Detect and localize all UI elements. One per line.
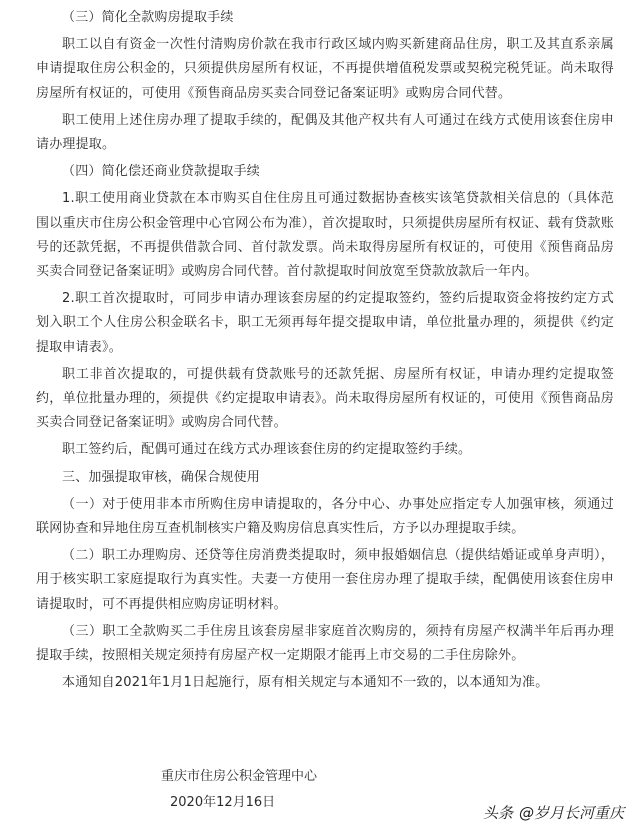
paragraph: （一）对于使用非本市所购住房申请提取的，各分中心、办事处应指定专人加强审核，须通过联网协查和异地住房互查机制核实户籍及购房信息真实性后，方予以办理提取手续。: [36, 496, 614, 537]
signature-date: 2020年12月16日: [170, 795, 276, 810]
paragraph: 1.职工使用商业贷款在本市购买自住住房且可通过数据协查核实该笔贷款相关信息的（具体范围以重庆市住房公积金管理中心官网公布为准），首次提取时，只须提供房屋所有权证、载有贷款账号的还款凭据，不再提供借款合同、首付款发票。尚未取得房屋所有权证的，可使用《预售商品房买卖合同登记备案证明》或购房合同代替。首付款提取时间放宽至贷款放款后一年内。: [36, 191, 614, 280]
watermark-brand: 头条: [482, 804, 513, 822]
signature-organization: 重庆市住房公积金管理中心: [161, 769, 318, 784]
paragraph: 职工非首次提取的，可提供载有贷款账号的还款凭据、房屋所有权证，申请办理约定提取签约，单位批量办理的，须提供《约定提取申请表》。尚未取得房屋所有权证的，可使用《预售商品房买卖合同登记备案证明》或购房合同代替。: [36, 366, 614, 431]
watermark: [483, 802, 624, 823]
section-heading: （三）简化全款购房提取手续: [62, 10, 234, 25]
document-body: [36, 6, 614, 698]
paragraph: 职工以自有资金一次性付清购房价款在我市行政区域内购买新建商品住房，职工及其直系亲属申请提取住房公积金的，只须提供房屋所有权证，不再提供增值税发票或契税完税凭证。尚未取得房屋所有权证的，可使用《预售商品房买卖合同登记备案证明》或购房合同代替。: [36, 37, 614, 101]
paragraph: （三）职工全款购买二手住房且该套房屋非家庭首次购房的，须持有房屋产权满半年后再办理提取手续，按照相关规定须持有房屋产权一定期限才能再上市交易的二手住房除外。: [36, 623, 614, 664]
watermark-author: @岁月长河重庆: [518, 804, 624, 822]
paragraph: 本通知自2021年1月1日起施行，原有相关规定与本通知不一致的，以本通知为准。: [62, 675, 549, 691]
section-heading: 三、加强提取审核，确保合规使用: [62, 469, 261, 485]
paragraph: （二）职工办理购房、还贷等住房消费类提取时，须申报婚姻信息（提供结婚证或单身声明），用于核实职工家庭提取行为真实性。夫妻一方使用一套住房办理了提取手续，配偶使用该套住房申请提取时，可不再提供相应购房证明材料。: [36, 548, 614, 612]
paragraph: 职工使用上述住房办理了提取手续的，配偶及其他产权共有人可通过在线方式使用该套住房申请办理提取。: [36, 112, 614, 153]
paragraph: 职工签约后，配偶可通过在线方式办理该套住房的约定提取签约手续。: [62, 442, 472, 458]
section-heading: （四）简化偿还商业贷款提取手续: [62, 164, 261, 180]
paragraph: 2.职工首次提取时，可同步申请办理该套房屋的约定提取签约，签约后提取资金将按约定方式划入职工个人住房公积金联名卡，职工无须再每年提交提取申请，单位批量办理的，须提供《约定提取申请表》。: [36, 291, 614, 355]
